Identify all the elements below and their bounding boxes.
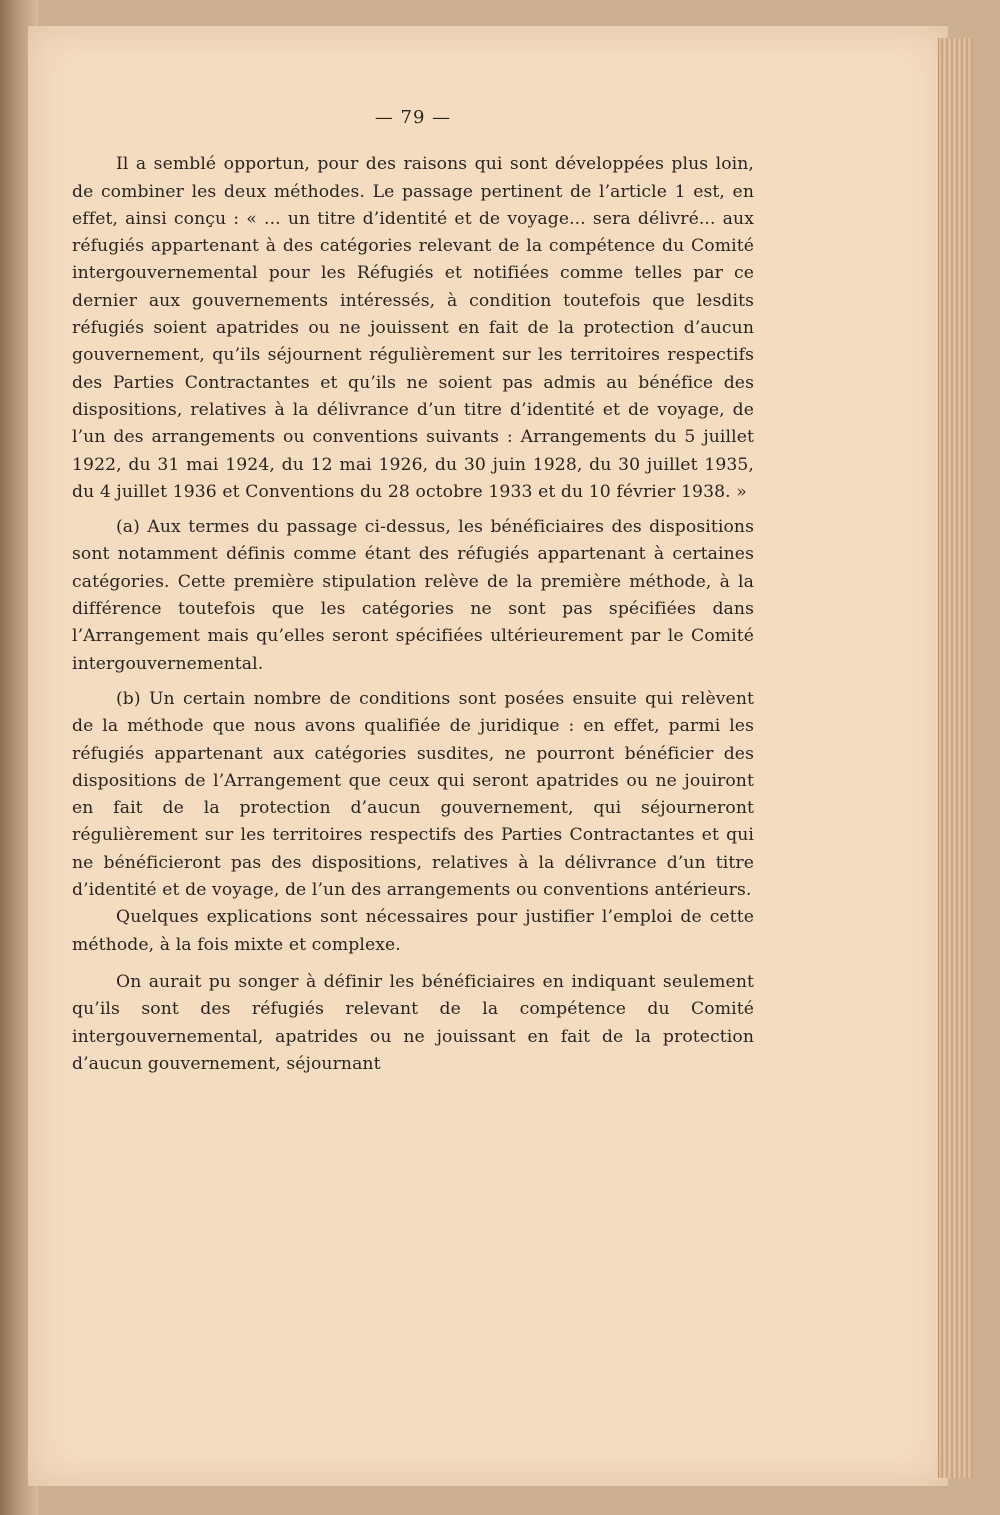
page-number: — 79 — (374, 107, 452, 128)
paragraph-1: Il a semblé opportun, pour des raisons qui sont développées plus loin, de combiner les deux méthodes. Le passage pertinent de l’article 1 est, en effet, ainsi conçu : « ... un titre d’identité et de voyage... sera délivré... aux réfugiés appartenant à des catégories relevant de la compétence du Comité intergouvernemental pour les Réfugiés et notifiées comme telles par ce dernier aux gouvernements intéressés, à condition toutefois que lesdits réfugiés soient apatrides ou ne jouissent en fait de la protection d’aucun gouvernement, qu’ils séjournent régulièrement sur les territoires respectifs des Parties Contractantes et qu’ils ne soient pas admis au bénéfice des dispositions, relatives à la délivrance d’un titre d’identité et de voyage, de l’un des arrangements ou conventions suivants : Arrangements du 5 juillet 1922, du 31 mai 1924, du 12 mai 1926, du 30 juin 1928, du 30 juillet 1935, du 4 juillet 1936 et Conventions du 28 octobre 1933 et du 10 février 1938. » (72, 154, 754, 502)
paragraph-3: (b) Un certain nombre de conditions sont posées ensuite qui relèvent de la méthode que nous avons qualifiée de juridique : en effet, parmi les réfugiés appartenant aux catégories susdites, ne pourront bénéficier des dispositions de l’Arrangement que ceux qui seront apatrides ou ne jouiront en fait de la protection d’aucun gouvernement, qui séjourneront régulièrement sur les territoires respectifs des Parties Contractantes et qui ne bénéficieront pas des dispositions, relatives à la délivrance d’un titre d’identité et de voyage, de l’un des arrangements ou conventions antérieurs. (72, 688, 754, 901)
right-page-stack (938, 38, 973, 1478)
paragraph-2: (a) Aux termes du passage ci-dessus, les bénéficiaires des dispositions sont notamment définis comme étant des réfugiés appartenant à certaines catégories. Cette première stipulation relève de la première méthode, à la différence toutefois que les catégories ne sont pas spécifiées dans l’Arrangement mais qu’elles seront spécifiées ultérieurement par le Comité intergouvernemental. (72, 517, 754, 674)
paragraph-4: Quelques explications sont nécessaires pour justifier l’emploi de cette méthode, à la fois mixte et complexe. (72, 907, 754, 955)
page-text (72, 104, 754, 1086)
paragraph-5: On aurait pu songer à définir les bénéficiaires en indiquant seulement qu’ils sont des réfugiés relevant de la compétence du Comité intergouvernemental, apatrides ou ne jouissant en fait de la protection d’aucun gouvernement, séjournant (72, 971, 754, 1074)
